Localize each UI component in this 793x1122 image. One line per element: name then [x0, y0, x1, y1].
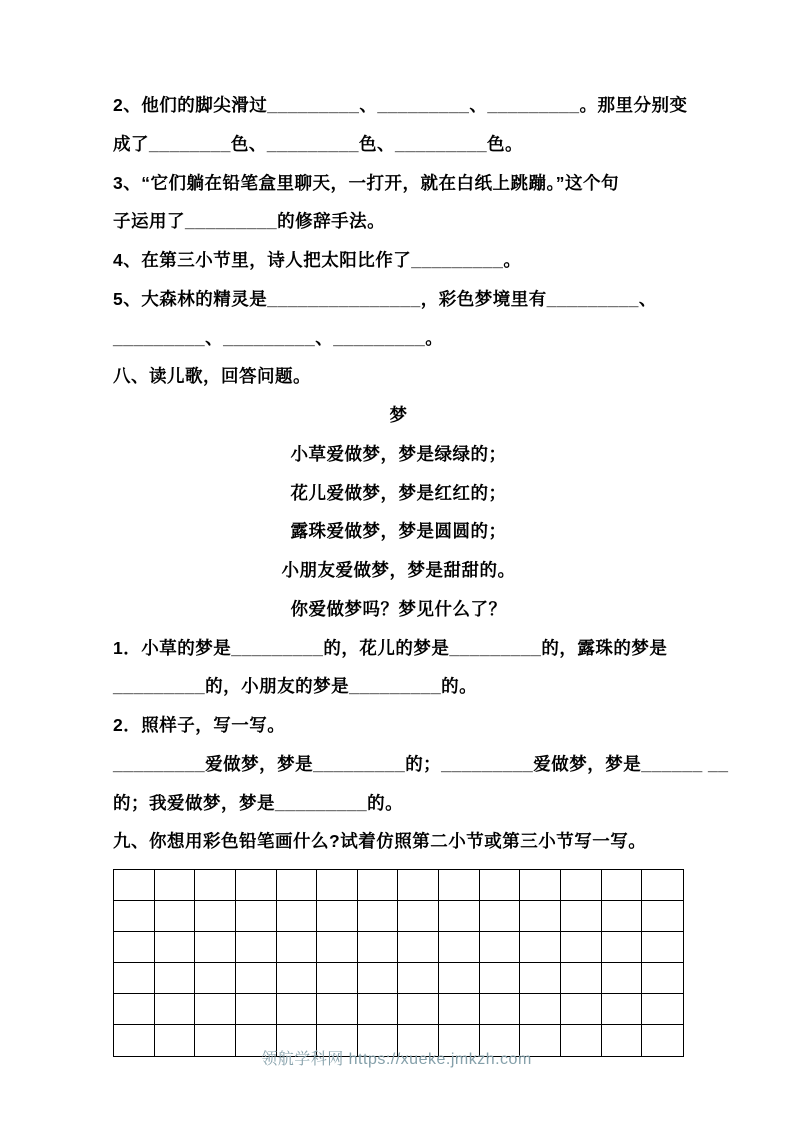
- grid-cell: [114, 932, 155, 963]
- grid-cell: [277, 963, 318, 994]
- grid-cell: [561, 963, 602, 994]
- grid-cell: [114, 870, 155, 901]
- reading-question-1-line-1: 1．小草的梦是_________的，花儿的梦是_________的，露珠的梦是: [113, 637, 668, 658]
- grid-cell: [439, 932, 480, 963]
- grid-cell: [480, 963, 521, 994]
- reading-question-2-line-1: _________爱做梦，梦是_________的；_________爱做梦，梦是______ __: [113, 753, 729, 774]
- grid-cell: [480, 901, 521, 932]
- grid-cell: [236, 932, 277, 963]
- grid-cell: [520, 963, 561, 994]
- grid-cell: [398, 963, 439, 994]
- grid-cell: [195, 994, 236, 1025]
- grid-cell: [236, 994, 277, 1025]
- writing-grid: [113, 869, 684, 1057]
- grid-cell: [277, 901, 318, 932]
- reading-question-2-line-2: 的；我爱做梦，梦是_________的。: [113, 792, 404, 813]
- grid-cell: [195, 963, 236, 994]
- grid-cell: [520, 870, 561, 901]
- poem-line: 你爱做梦吗？梦见什么了？: [290, 598, 507, 619]
- grid-cell: [155, 963, 196, 994]
- grid-cell: [155, 870, 196, 901]
- grid-cell: [236, 963, 277, 994]
- grid-cell: [561, 932, 602, 963]
- grid-cell: [398, 901, 439, 932]
- grid-cell: [358, 901, 399, 932]
- question-3-line-2: 子运用了_________的修辞手法。: [113, 211, 386, 232]
- grid-cell: [642, 932, 683, 963]
- grid-cell: [155, 932, 196, 963]
- grid-cell: [277, 994, 318, 1025]
- grid-cell: [439, 870, 480, 901]
- question-5-line-1: 5、大森林的精灵是_______________，彩色梦境里有_________、: [113, 288, 657, 309]
- grid-cell: [358, 963, 399, 994]
- grid-cell: [114, 901, 155, 932]
- grid-cell: [195, 932, 236, 963]
- grid-cell: [277, 870, 318, 901]
- grid-cell: [480, 994, 521, 1025]
- reading-question-1-line-2: _________的，小朋友的梦是_________的。: [113, 676, 478, 697]
- grid-cell: [480, 932, 521, 963]
- grid-cell: [642, 901, 683, 932]
- section-9-heading: 九、你想用彩色铅笔画什么?试着仿照第二小节或第三小节写一写。: [113, 831, 647, 852]
- grid-cell: [155, 901, 196, 932]
- grid-cell: [602, 963, 643, 994]
- grid-cell: [398, 932, 439, 963]
- grid-cell: [642, 870, 683, 901]
- grid-cell: [602, 932, 643, 963]
- grid-cell: [236, 870, 277, 901]
- poem-title: 梦: [389, 405, 408, 425]
- poem-line: 露珠爱做梦，梦是圆圆的；: [290, 521, 507, 542]
- grid-cell: [114, 963, 155, 994]
- grid-cell: [561, 901, 602, 932]
- grid-cell: [277, 932, 318, 963]
- grid-cell: [317, 870, 358, 901]
- grid-cell: [642, 994, 683, 1025]
- reading-question-2-heading: 2．照样子，写一写。: [113, 715, 286, 735]
- grid-cell: [114, 994, 155, 1025]
- grid-cell: [520, 901, 561, 932]
- grid-cell: [358, 870, 399, 901]
- poem-line: 小草爱做梦，梦是绿绿的；: [290, 443, 507, 464]
- question-2-line-1: 2、他们的脚尖滑过_________、_________、_________。那里分别变: [113, 95, 688, 115]
- grid-cell: [439, 994, 480, 1025]
- grid-cell: [642, 963, 683, 994]
- grid-cell: [195, 870, 236, 901]
- grid-cell: [602, 994, 643, 1025]
- question-3-line-1: 3、“它们躺在铅笔盒里聊天，一打开，就在白纸上跳蹦。”这个句: [113, 172, 619, 193]
- grid-cell: [398, 870, 439, 901]
- question-5-line-2: _________、_________、_________。: [113, 327, 444, 348]
- grid-cell: [398, 994, 439, 1025]
- poem-line: 花儿爱做梦，梦是红红的；: [290, 482, 507, 503]
- question-2-line-2: 成了________色、_________色、_________色。: [113, 133, 524, 154]
- grid-cell: [520, 932, 561, 963]
- grid-cell: [317, 932, 358, 963]
- grid-cell: [195, 901, 236, 932]
- grid-cell: [561, 994, 602, 1025]
- grid-cell: [358, 932, 399, 963]
- grid-cell: [439, 963, 480, 994]
- grid-cell: [520, 994, 561, 1025]
- grid-cell: [317, 994, 358, 1025]
- grid-cell: [155, 994, 196, 1025]
- grid-cell: [358, 994, 399, 1025]
- grid-cell: [236, 901, 277, 932]
- grid-cell: [439, 901, 480, 932]
- section-8-heading: 八、读儿歌，回答问题。: [113, 366, 311, 387]
- grid-cell: [480, 870, 521, 901]
- grid-cell: [561, 870, 602, 901]
- grid-cell: [602, 870, 643, 901]
- footer-watermark: 领航学科网 https://xueke.jmkzh.com: [261, 1051, 532, 1068]
- poem-line: 小朋友爱做梦，梦是甜甜的。: [281, 560, 516, 580]
- grid-cell: [317, 963, 358, 994]
- grid-cell: [317, 901, 358, 932]
- grid-cell: [602, 901, 643, 932]
- question-4-line: 4、在第三小节里，诗人把太阳比作了_________。: [113, 250, 522, 270]
